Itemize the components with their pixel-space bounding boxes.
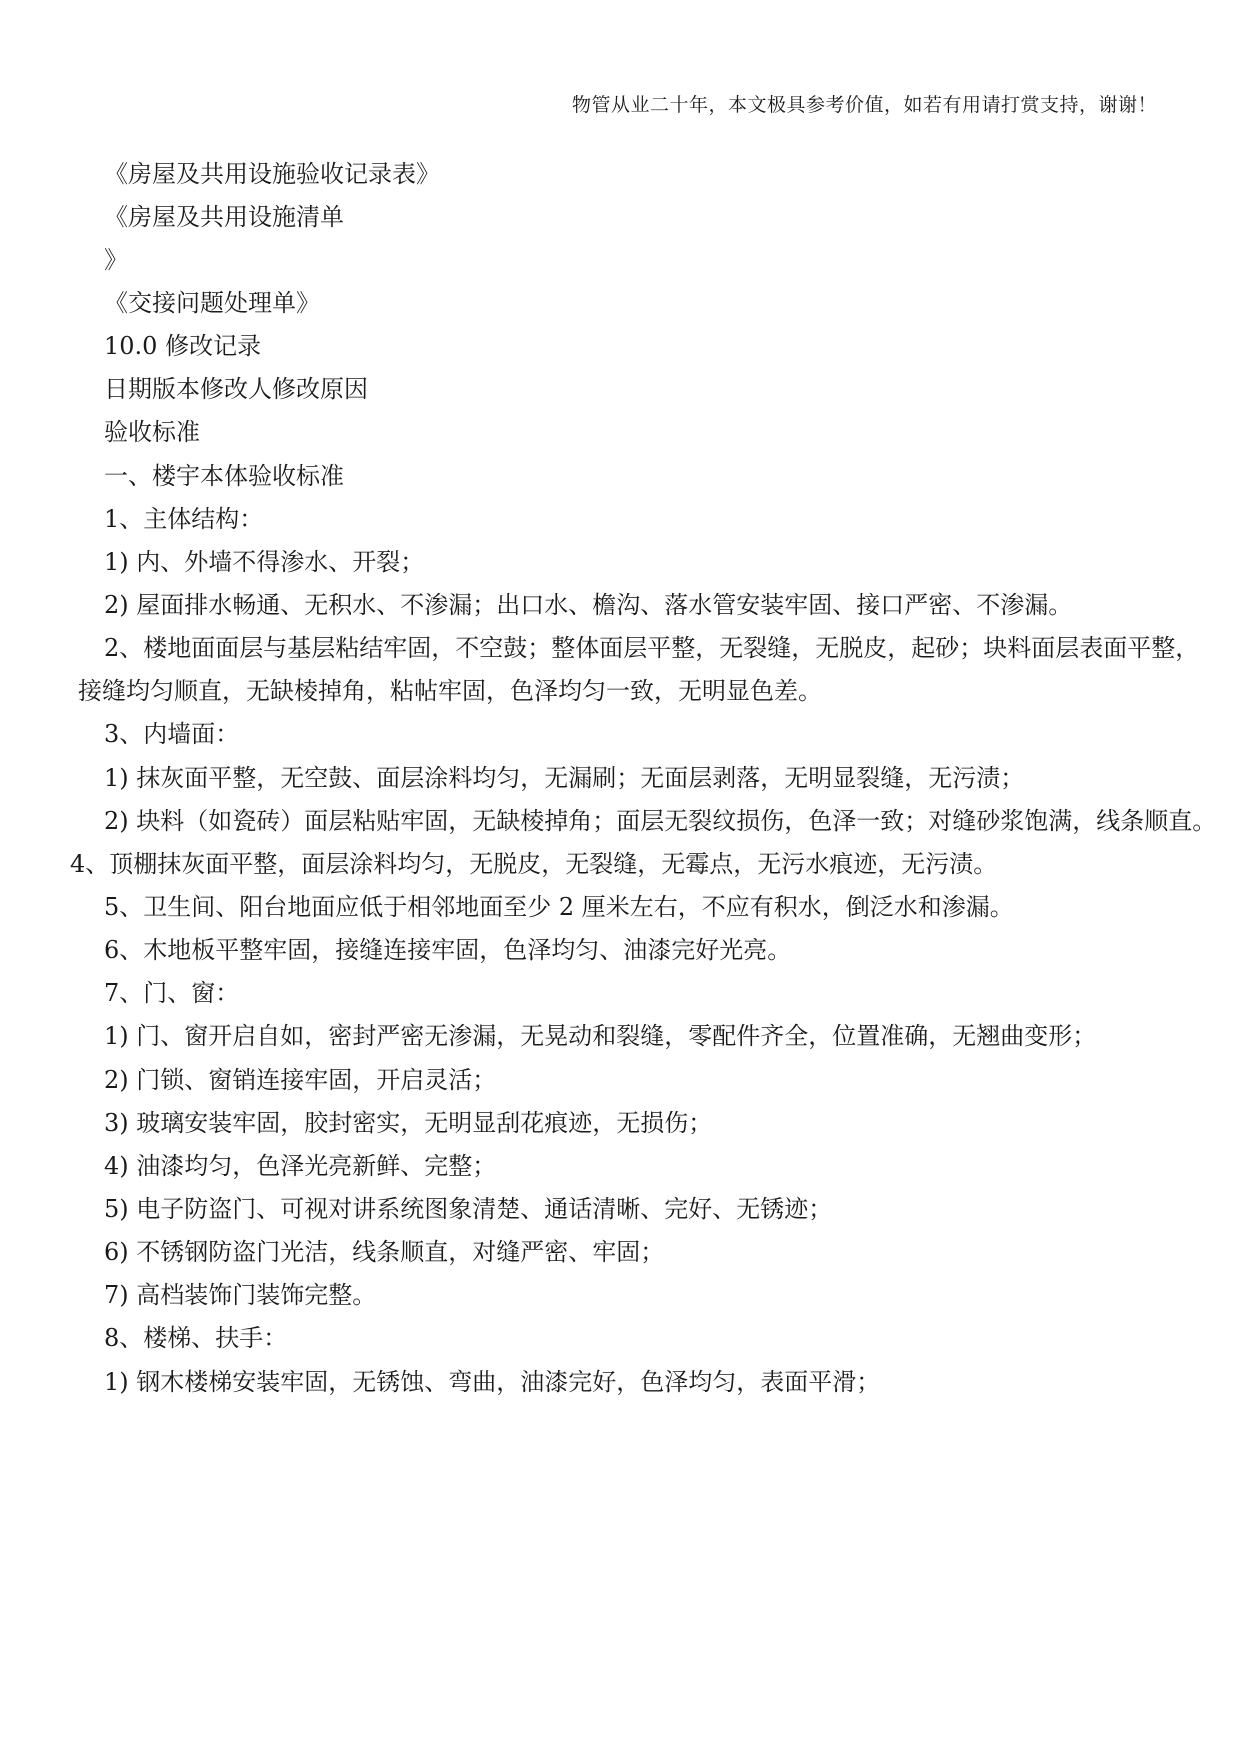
- text-line: 接缝均匀顺直，无缺棱掉角，粘帖牢固，色泽均匀一致，无明显色差。: [78, 677, 822, 705]
- text-line: 5、卫生间、阳台地面应低于相邻地面至少 2 厘米左右，不应有积水，倒泛水和渗漏。: [104, 893, 1014, 921]
- text-line: 2) 门锁、窗销连接牢固，开启灵活；: [104, 1066, 497, 1094]
- text-line: 3、内墙面：: [104, 720, 240, 748]
- section-heading: 一、楼宇本体验收标准: [104, 462, 344, 490]
- text-line: 验收标准: [104, 418, 200, 446]
- header-note: 物管从业二十年，本文极具参考价值，如若有用请打赏支持，谢谢！: [571, 94, 1157, 116]
- text-line: 》: [104, 246, 128, 274]
- text-line: 5) 电子防盗门、可视对讲系统图象清楚、通话清晰、完好、无锈迹；: [104, 1195, 833, 1223]
- text-line: 8、楼梯、扶手：: [104, 1324, 288, 1352]
- text-line: 10.0 修改记录: [104, 332, 262, 360]
- text-line: 2) 屋面排水畅通、无积水、不渗漏；出口水、檐沟、落水管安装牢固、接口严密、不渗漏。: [104, 591, 1073, 619]
- text-line: 2) 块料（如瓷砖）面层粘贴牢固，无缺棱掉角；面层无裂纹损伤，色泽一致；对缝砂浆饱满，线条顺直。: [104, 807, 1217, 835]
- text-line: 1) 门、窗开启自如，密封严密无渗漏，无晃动和裂缝，零配件齐全，位置准确，无翘曲变形；: [104, 1022, 1097, 1050]
- text-line: 《交接问题处理单》: [104, 289, 320, 317]
- text-line: 1) 内、外墙不得渗水、开裂；: [104, 548, 425, 576]
- text-line: 1) 钢木楼梯安装牢固，无锈蚀、弯曲，油漆完好，色泽均匀，表面平滑；: [104, 1368, 881, 1396]
- text-line: 1) 抹灰面平整，无空鼓、面层涂料均匀，无漏刷；无面层剥落，无明显裂缝，无污渍；: [104, 764, 1025, 792]
- text-line: 《房屋及共用设施清单: [104, 203, 344, 231]
- text-line: 日期版本修改人修改原因: [104, 375, 368, 403]
- text-line: 2、楼地面面层与基层粘结牢固，不空鼓；整体面层平整，无裂缝，无脱皮，起砂；块料面层表面平整，: [104, 634, 1200, 662]
- text-line: 7) 高档装饰门装饰完整。: [104, 1281, 377, 1309]
- text-line: 6) 不锈钢防盗门光洁，线条顺直，对缝严密、牢固；: [104, 1238, 665, 1266]
- text-line: 7、门、窗：: [104, 979, 240, 1007]
- text-line: 3) 玻璃安装牢固，胶封密实，无明显刮花痕迹，无损伤；: [104, 1109, 713, 1137]
- text-line: 6、木地板平整牢固，接缝连接牢固，色泽均匀、油漆完好光亮。: [104, 936, 792, 964]
- text-line: 4) 油漆均匀，色泽光亮新鲜、完整；: [104, 1152, 497, 1180]
- text-line: 1、主体结构：: [104, 505, 264, 533]
- text-line: 《房屋及共用设施验收记录表》: [104, 160, 440, 188]
- text-line: 4、顶棚抹灰面平整，面层涂料均匀，无脱皮，无裂缝，无霉点，无污水痕迹，无污渍。: [70, 850, 998, 878]
